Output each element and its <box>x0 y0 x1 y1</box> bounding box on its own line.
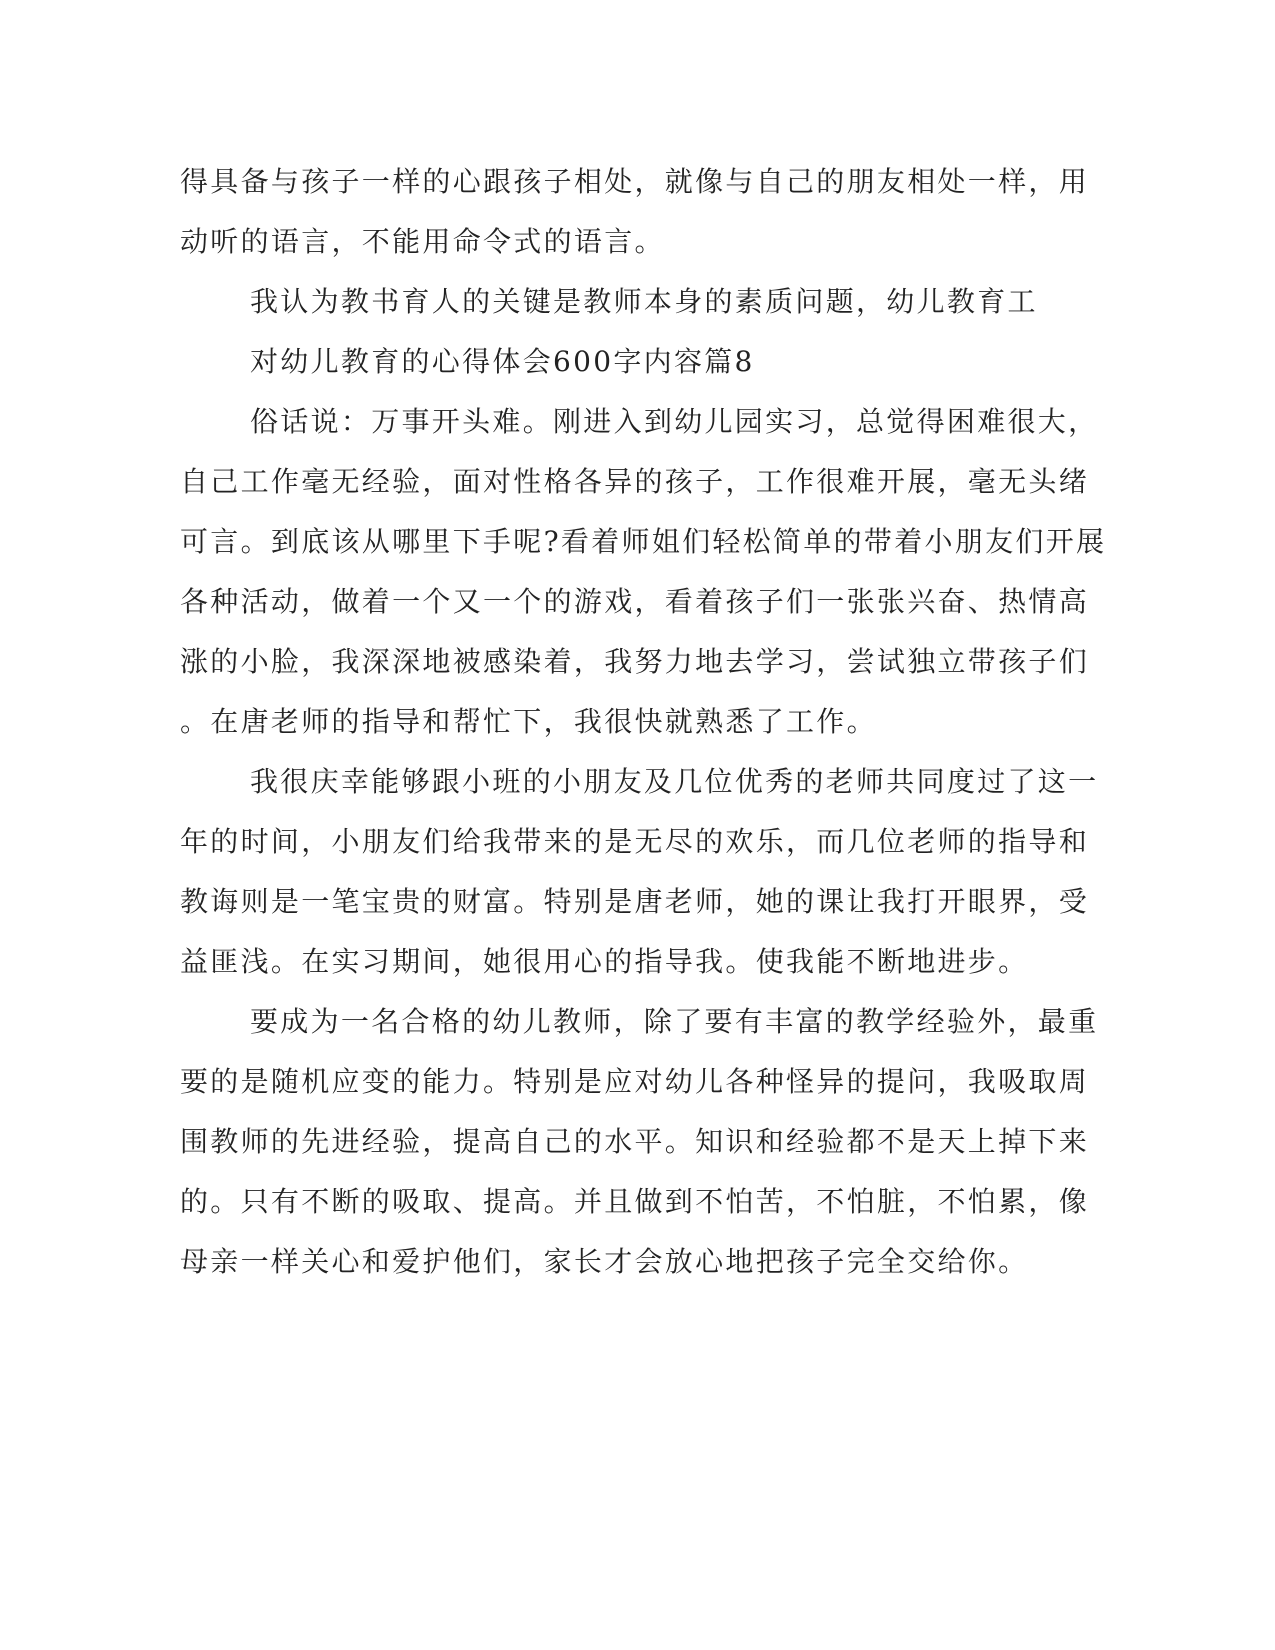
text-line: 得具备与孩子一样的心跟孩子相处，就像与自己的朋友相处一样，用 <box>180 165 1090 198</box>
text-line: 教诲则是一笔宝贵的财富。特别是唐老师，她的课让我打开眼界，受 <box>180 885 1090 918</box>
text-line: 年的时间，小朋友们给我带来的是无尽的欢乐，而几位老师的指导和 <box>180 825 1090 858</box>
text-line: 我很庆幸能够跟小班的小朋友及几位优秀的老师共同度过了这一 <box>250 765 1099 798</box>
text-line: 俗话说：万事开头难。刚进入到幼儿园实习，总觉得困难很大， <box>250 405 1099 438</box>
section-heading: 对幼儿教育的心得体会600字内容篇8 <box>250 345 755 378</box>
text-line: 要成为一名合格的幼儿教师，除了要有丰富的教学经验外，最重 <box>250 1005 1099 1038</box>
text-line: 益匪浅。在实习期间，她很用心的指导我。使我能不断地进步。 <box>180 945 1029 978</box>
text-line: 。在唐老师的指导和帮忙下，我很快就熟悉了工作。 <box>180 705 877 738</box>
body-text <box>180 152 1107 1292</box>
text-line: 自己工作毫无经验，面对性格各异的孩子，工作很难开展，毫无头绪 <box>180 465 1090 498</box>
text-line: 的。只有不断的吸取、提高。并且做到不怕苦，不怕脏，不怕累，像 <box>180 1185 1090 1218</box>
text-line: 要的是随机应变的能力。特别是应对幼儿各种怪异的提问，我吸取周 <box>180 1065 1090 1098</box>
text-line: 围教师的先进经验，提高自己的水平。知识和经验都不是天上掉下来 <box>180 1125 1090 1158</box>
text-line: 涨的小脸，我深深地被感染着，我努力地去学习，尝试独立带孩子们 <box>180 645 1090 678</box>
text-line: 各种活动，做着一个又一个的游戏，看着孩子们一张张兴奋、热情高 <box>180 585 1090 618</box>
text-line: 可言。到底该从哪里下手呢?看着师姐们轻松简单的带着小朋友们开展 <box>180 525 1107 558</box>
text-line: 母亲一样关心和爱护他们，家长才会放心地把孩子完全交给你。 <box>180 1245 1029 1278</box>
text-line: 我认为教书育人的关键是教师本身的素质问题，幼儿教育工 <box>250 285 1038 318</box>
text-line: 动听的语言，不能用命令式的语言。 <box>180 225 665 258</box>
